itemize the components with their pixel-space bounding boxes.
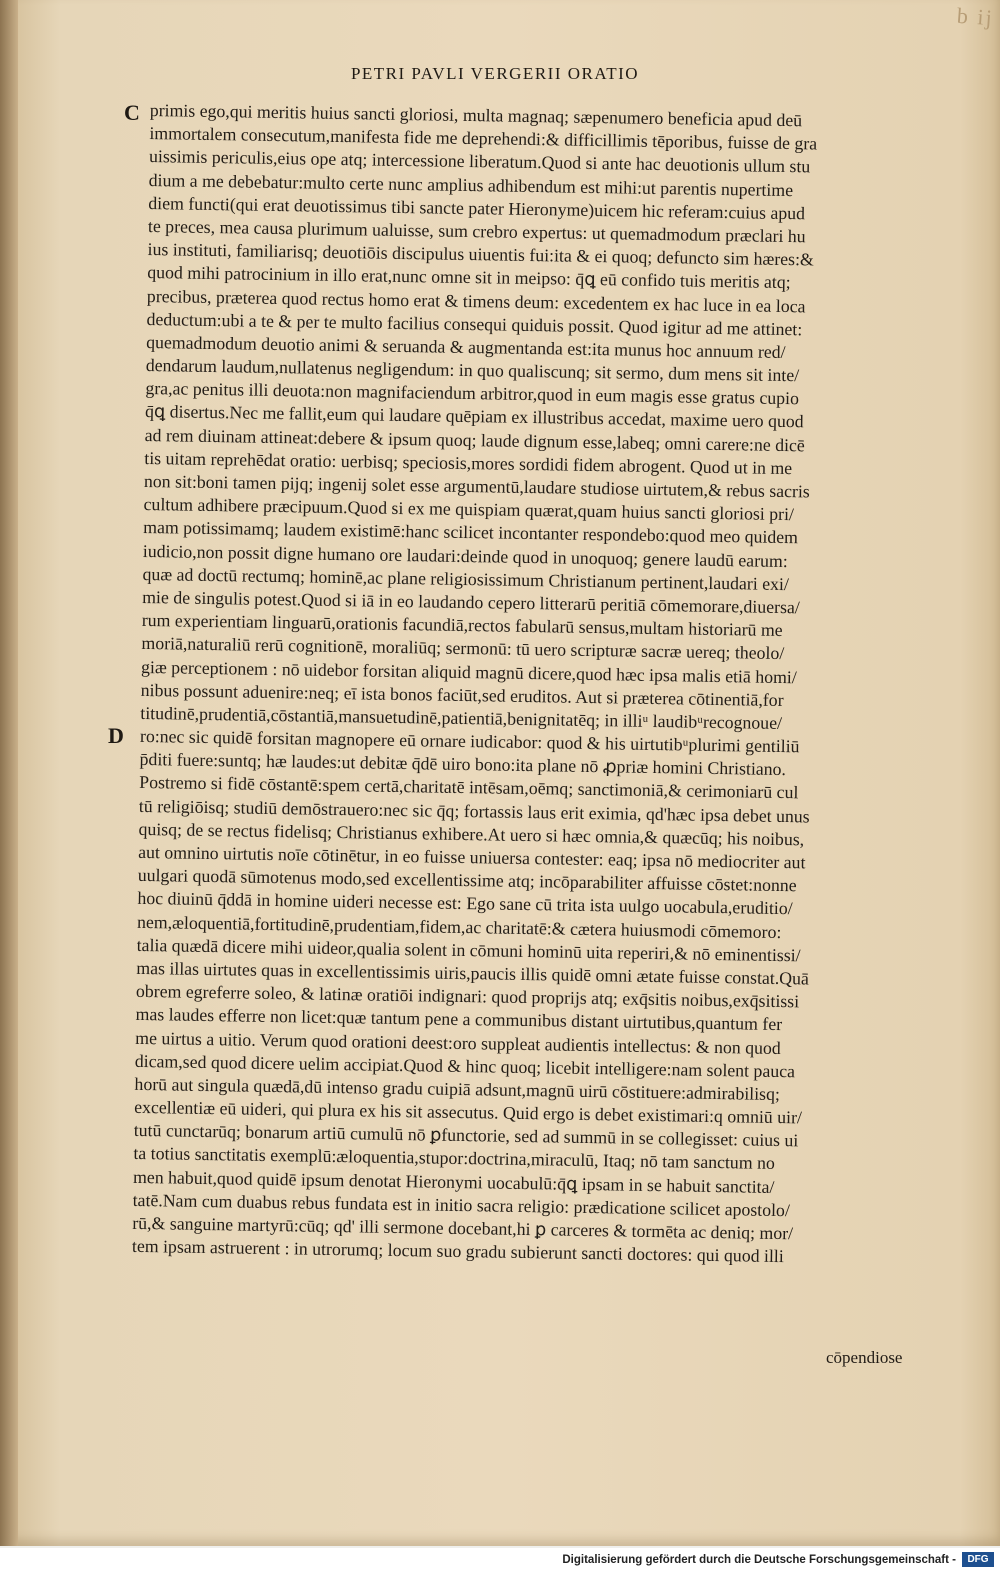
text-line: excellentiæ eū uideri, qui plura ex his sit assecutus. Quid ergo is debet existimari:q omniū uir/ [134,1096,803,1128]
text-line: Postremo si fidē cōstantē:spem certā,charitatē intēsam,oēmq; sanctimoniā,& cerimoniarū cul [139,772,799,803]
text-line: q̄ꝗ disertus.Nec me fallit,eum qui laudare quēpiam ex illustribus accedat, maxime uero quod [144,401,804,432]
text-line: nem,æloquentiā,fortitudinē,prudentiam,fidem,ac charitatē:& cætera huiusmodi cōmemoro: [136,911,782,942]
text-line: rū,& sanguine martyrū:cūq; qd' illi sermone docebant,hi ꝑ carceres & tormēta ac deniq; mor/ [132,1212,794,1244]
text-line: diem functi(qui erat deuotissimus tibi sancte pater Hieronyme)uicem hic referam:cuius apud [148,192,806,224]
text-line: ad rem diuinam attineat:debere & ipsum quoq; laude dignum esse,labeq; omni carere:ne dicē [144,424,805,455]
folio-mark: b ij [956,2,995,31]
text-line: p̄diti fuere:suntq; hæ laudes:ut debitæ q̄dē uiro bono:ita plane nō ꝓpriæ homini Christiano. [139,749,787,780]
text-line: gra,ac penitus illi deuota:non magnifaciendum arbitror,quod in eum magis esse gratus cupio [145,378,800,409]
marginal-letter-c: C [124,100,140,125]
text-line: dium a me debebatur:multo certe nunc amplius adhibendum est mihi:ut parentis nupertime [148,169,794,200]
text-line: moriā,naturaliū rerū cognitionē, moraliūq; sermonū: tū uero scripturæ sacræ uereq; theolo/ [141,633,785,664]
text-line: ta totius sanctitatis exemplū:æloquentia,stupor:doctrina,miraculū, Itaq; nō tam sanctum no [133,1143,775,1174]
catchword: cōpendiose [826,1348,903,1367]
text-line: tatē.Nam cum duabus rebus fundata est in initio sacra religio: prædicatione scilicet apostolo/ [132,1189,791,1220]
text-line: talia quædā dicere mihi uideor,qualia solent in cōmuni hominū uita reperiri,& nō eminentissi/ [136,934,801,966]
text-line: te preces, mea causa plurimum ualuisse, sum crebro expertus: ut quemadmodum præclari hu [147,215,806,247]
text-line: quisq; de se rectus fidelisq; Christianus exhibere.At uero si hæc omnia,& quæcūq; his noibus, [138,818,805,850]
text-line: horū aut singula quædā,dū intenso gradu cuipiā adsunt,magnū uirū cōstituere:admirabilisq; [134,1073,781,1104]
text-line: dendarum laudum,nullatenus negligendum: in quo qualiscunq; sit sermo, dum mens sit inte/ [145,355,800,386]
text-line: deductum:ubi a te & per te multo facilius consequi quiduis possit. Quod igitur ad me attinet: [146,308,803,339]
text-line: giæ perceptionem : nō uidebor forsitan aliquid magnū dicere,quod hæc ipsa malis etiā homi/ [140,656,797,687]
text-line: ius instituti, familiarisq; deuotiōis discipulus uiuentis fui:ita & ei quoq; defuncto sim hæres:& [147,239,814,270]
marginal-letter-d: D [108,723,124,748]
body-text [132,99,930,1270]
text-line: mas laudes efferre non licet:quæ tantum pene a communibus distant uirtutibus,quantum fer [135,1004,783,1035]
text-line: dicam,sed quod dicere uelim accipiat.Quod & hinc quoq; licebit intelligere:nam solent pauca [134,1050,796,1081]
text-line: rum experientiam linguarū,orationis facundiā,rectos fabularū sensus,multam historiarū me [141,610,783,641]
text-line: hoc diuinū q̄ddā in homine uideri necesse est: Ego sane cū trita ista uulgo uocabula,eruditio/ [137,888,793,919]
text-line: tem ipsam astruerent : in utrorumq; locum suo gradu subierunt sancti doctores: qui quod illi [131,1236,784,1267]
text-line: quemadmodum deuotio animi & seruanda & augmentanda est:ita munus hoc annuum red/ [146,331,786,362]
text-line: ro:nec sic quidē forsitan magnopere eū ornare iudicabor: quod & his uirtutibᵘplurimi gentiliū [139,725,800,757]
text-line: nibus possunt aduenire:neq; eī ista bonos faciūt,sed eruditos. Aut si præterea cōtinentiā,for [140,679,784,710]
page-gutter [0,0,18,1546]
text-line: precibus, præterea quod rectus homo erat & timens deum: excedentem ex hac luce in ea loca [146,285,806,316]
text-line: immortalem consecutum,manifesta fide me deprehendi:& difficillimis tēporibus, fuisse de gra [149,123,818,154]
text-line: non sit:boni tamen pijq; ingenij solet esse argumentū,laudare studiose uirtutem,& rebus sacris [143,470,810,502]
text-line: iudicio,non possit digne humano ore laudari:deinde quod in unoquoq; genere laudū earum: [142,540,788,571]
text-line: mas illas uirtutes quas in excellentissimis uiris,paucis illis quidē omni ætate fuisse constat.Quā [136,957,810,989]
text-line: titudinē,prudentiā,cōstantiā,mansuetudinē,patientiā,benignitatēq; in illiᵘ laudibᵘrecognoue/ [140,702,783,733]
text-line: cultum adhibere præcipuum.Quod si ex me quispiam quærat,quam huius sancti gloriosi pri/ [143,494,795,525]
text-line: tutū cunctarūq; bonarum artiū cumulū nō ꝑfunctorie, sed ad summū in se collegisset: cuius ui [133,1120,799,1151]
text-line: quod mihi patrocinium in illo erat,nunc omne sit in meipso: q̄ꝗ eū confido tuis meritis atq; [147,262,791,293]
footer-credit: Digitalisierung gefördert durch die Deutsche Forschungsgemeinschaft - [562,1554,956,1566]
text-line: tis uitam reprehēdat oratio: uerbisq; speciosis,mores sordidi fidem abrogent. Quod ut in me [144,447,793,478]
running-title-text: PETRI PAVLI VERGERII ORATIO [350,64,640,83]
dfg-logo-icon: DFG [962,1552,994,1567]
text-line: aut omnino uirtutis noīe cōtinētur, in eo fuisse uniuersa contester: eaq; ipsa nō mediocriter aut [138,841,806,873]
text-line: mam potissimamq; laudem existimē:hanc scilicet incontanter respondebo:quod meo quidem [143,517,799,548]
text-line: obrem egreferre soleo, & latinæ oratiōi indignari: quod proprijs atq; exq̄sitis noibus,exq̄sitissi [135,981,800,1012]
text-line: tū religiōisq; studiū demōstrauero:nec sic q̄q; fortassis laus erit eximia, qd'hæc ipsa debet unus [138,795,810,827]
text-line: uissimis periculis,eius ope atq; intercessione liberatum.Quod si ante hac deuotionis ullum stu [148,146,811,177]
text-line: mie de singulis potest.Quod si iā in eo laudando cepero litterarū peritiā cōmemorare,diuersa/ [142,586,800,618]
text-line: primis ego,qui meritis huius sancti gloriosi, multa magnaq; sæpenumero beneficia apud deū [149,99,803,131]
text-line: quæ ad doctū rectumq; hominē,ac plane religiosissimum Christianum pertinent,laudari exi/ [142,563,790,594]
text-line: me uirtus a uitio. Verum quod orationi deest:oro suppleat audientis intellectus: & non quod [135,1027,781,1058]
running-title [0,64,1000,84]
text-line: men habuit,quod quidē ipsum denotat Hieronymi uocabulū:q̄ꝗ ipsam in se habuit sanctita/ [132,1166,775,1197]
text-line: uulgari quodā sūmotenus modo,sed excellentissime atq; incōparabiliter affuisse cōstet:nonne [137,865,797,896]
